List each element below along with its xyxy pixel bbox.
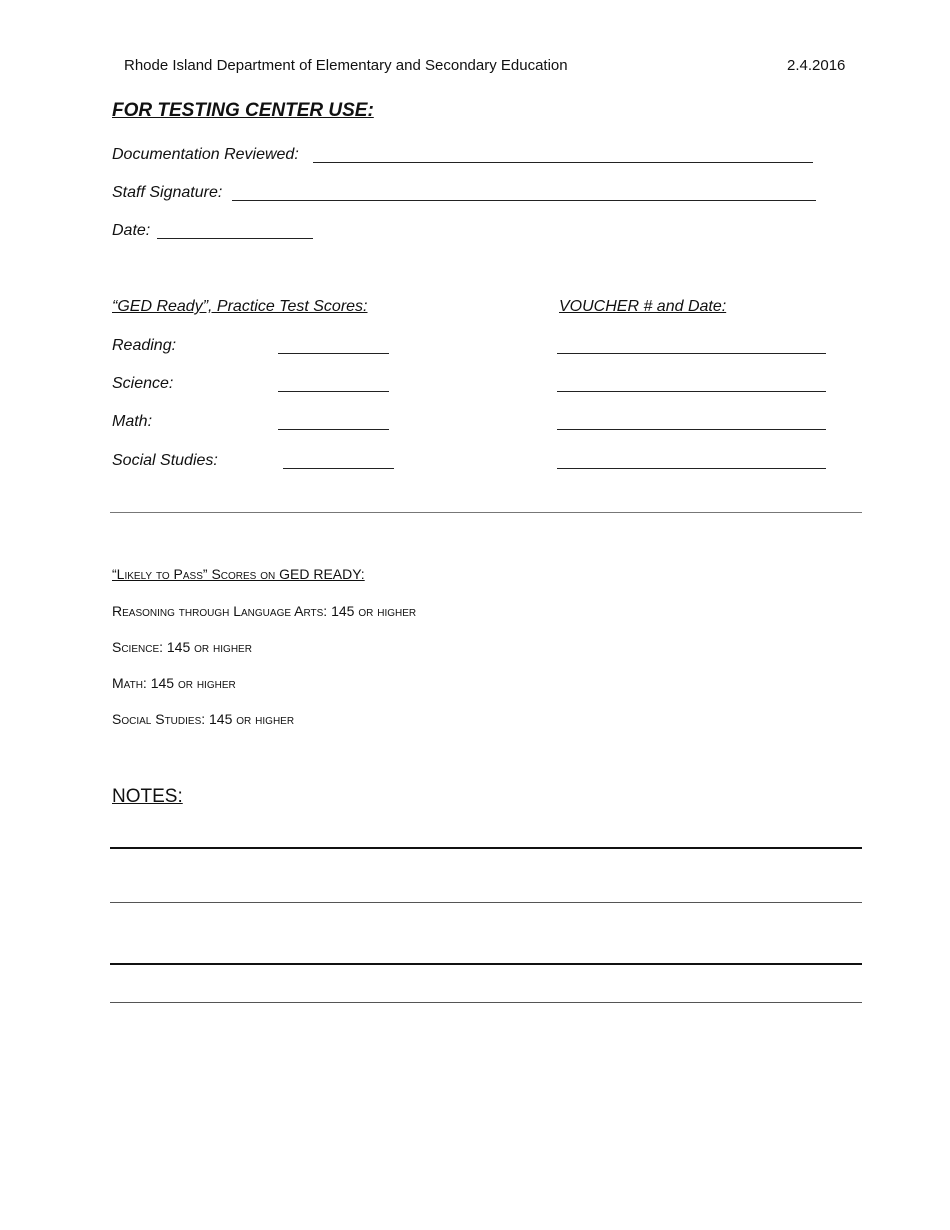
social-studies-score-field[interactable] xyxy=(283,468,394,469)
date-label: Date: xyxy=(112,222,151,239)
documentation-reviewed-label: Documentation Reviewed: xyxy=(112,146,299,163)
notes-line-3[interactable] xyxy=(110,963,862,965)
practice-scores-heading: “GED Ready”, Practice Test Scores: xyxy=(112,298,368,315)
math-score-field[interactable] xyxy=(278,429,389,430)
notes-line-4[interactable] xyxy=(110,1002,862,1003)
department-name: Rhode Island Department of Elementary and Secondary Education xyxy=(124,57,568,74)
likely-to-pass-heading: “Likely to Pass” Scores on GED READY: xyxy=(112,566,365,582)
document-date: 2.4.2016 xyxy=(787,57,846,74)
notes-line-1[interactable] xyxy=(110,847,862,849)
subject-label-math: Math: xyxy=(112,413,153,430)
reading-voucher-field[interactable] xyxy=(557,353,826,354)
documentation-reviewed-field[interactable] xyxy=(313,162,813,163)
science-voucher-field[interactable] xyxy=(557,391,826,392)
social-studies-voucher-field[interactable] xyxy=(557,468,826,469)
voucher-heading: VOUCHER # and Date: xyxy=(559,298,727,315)
notes-line-2[interactable] xyxy=(110,902,862,903)
subject-label-science: Science: xyxy=(112,375,174,392)
science-score-field[interactable] xyxy=(278,391,389,392)
pass-score-social-studies: Social Studies: 145 or higher xyxy=(112,711,295,727)
staff-signature-label: Staff Signature: xyxy=(112,184,223,201)
math-voucher-field[interactable] xyxy=(557,429,826,430)
subject-label-social-studies: Social Studies: xyxy=(112,452,218,469)
reading-score-field[interactable] xyxy=(278,353,389,354)
date-field[interactable] xyxy=(157,238,313,239)
section-divider xyxy=(110,512,862,513)
pass-score-science: Science: 145 or higher xyxy=(112,639,252,655)
testing-center-title: FOR TESTING CENTER USE: xyxy=(112,100,374,121)
notes-label: NOTES: xyxy=(112,786,183,807)
pass-score-math: Math: 145 or higher xyxy=(112,675,236,691)
subject-label-reading: Reading: xyxy=(112,337,177,354)
staff-signature-field[interactable] xyxy=(232,200,816,201)
pass-score-language-arts: Reasoning through Language Arts: 145 or higher xyxy=(112,603,417,619)
